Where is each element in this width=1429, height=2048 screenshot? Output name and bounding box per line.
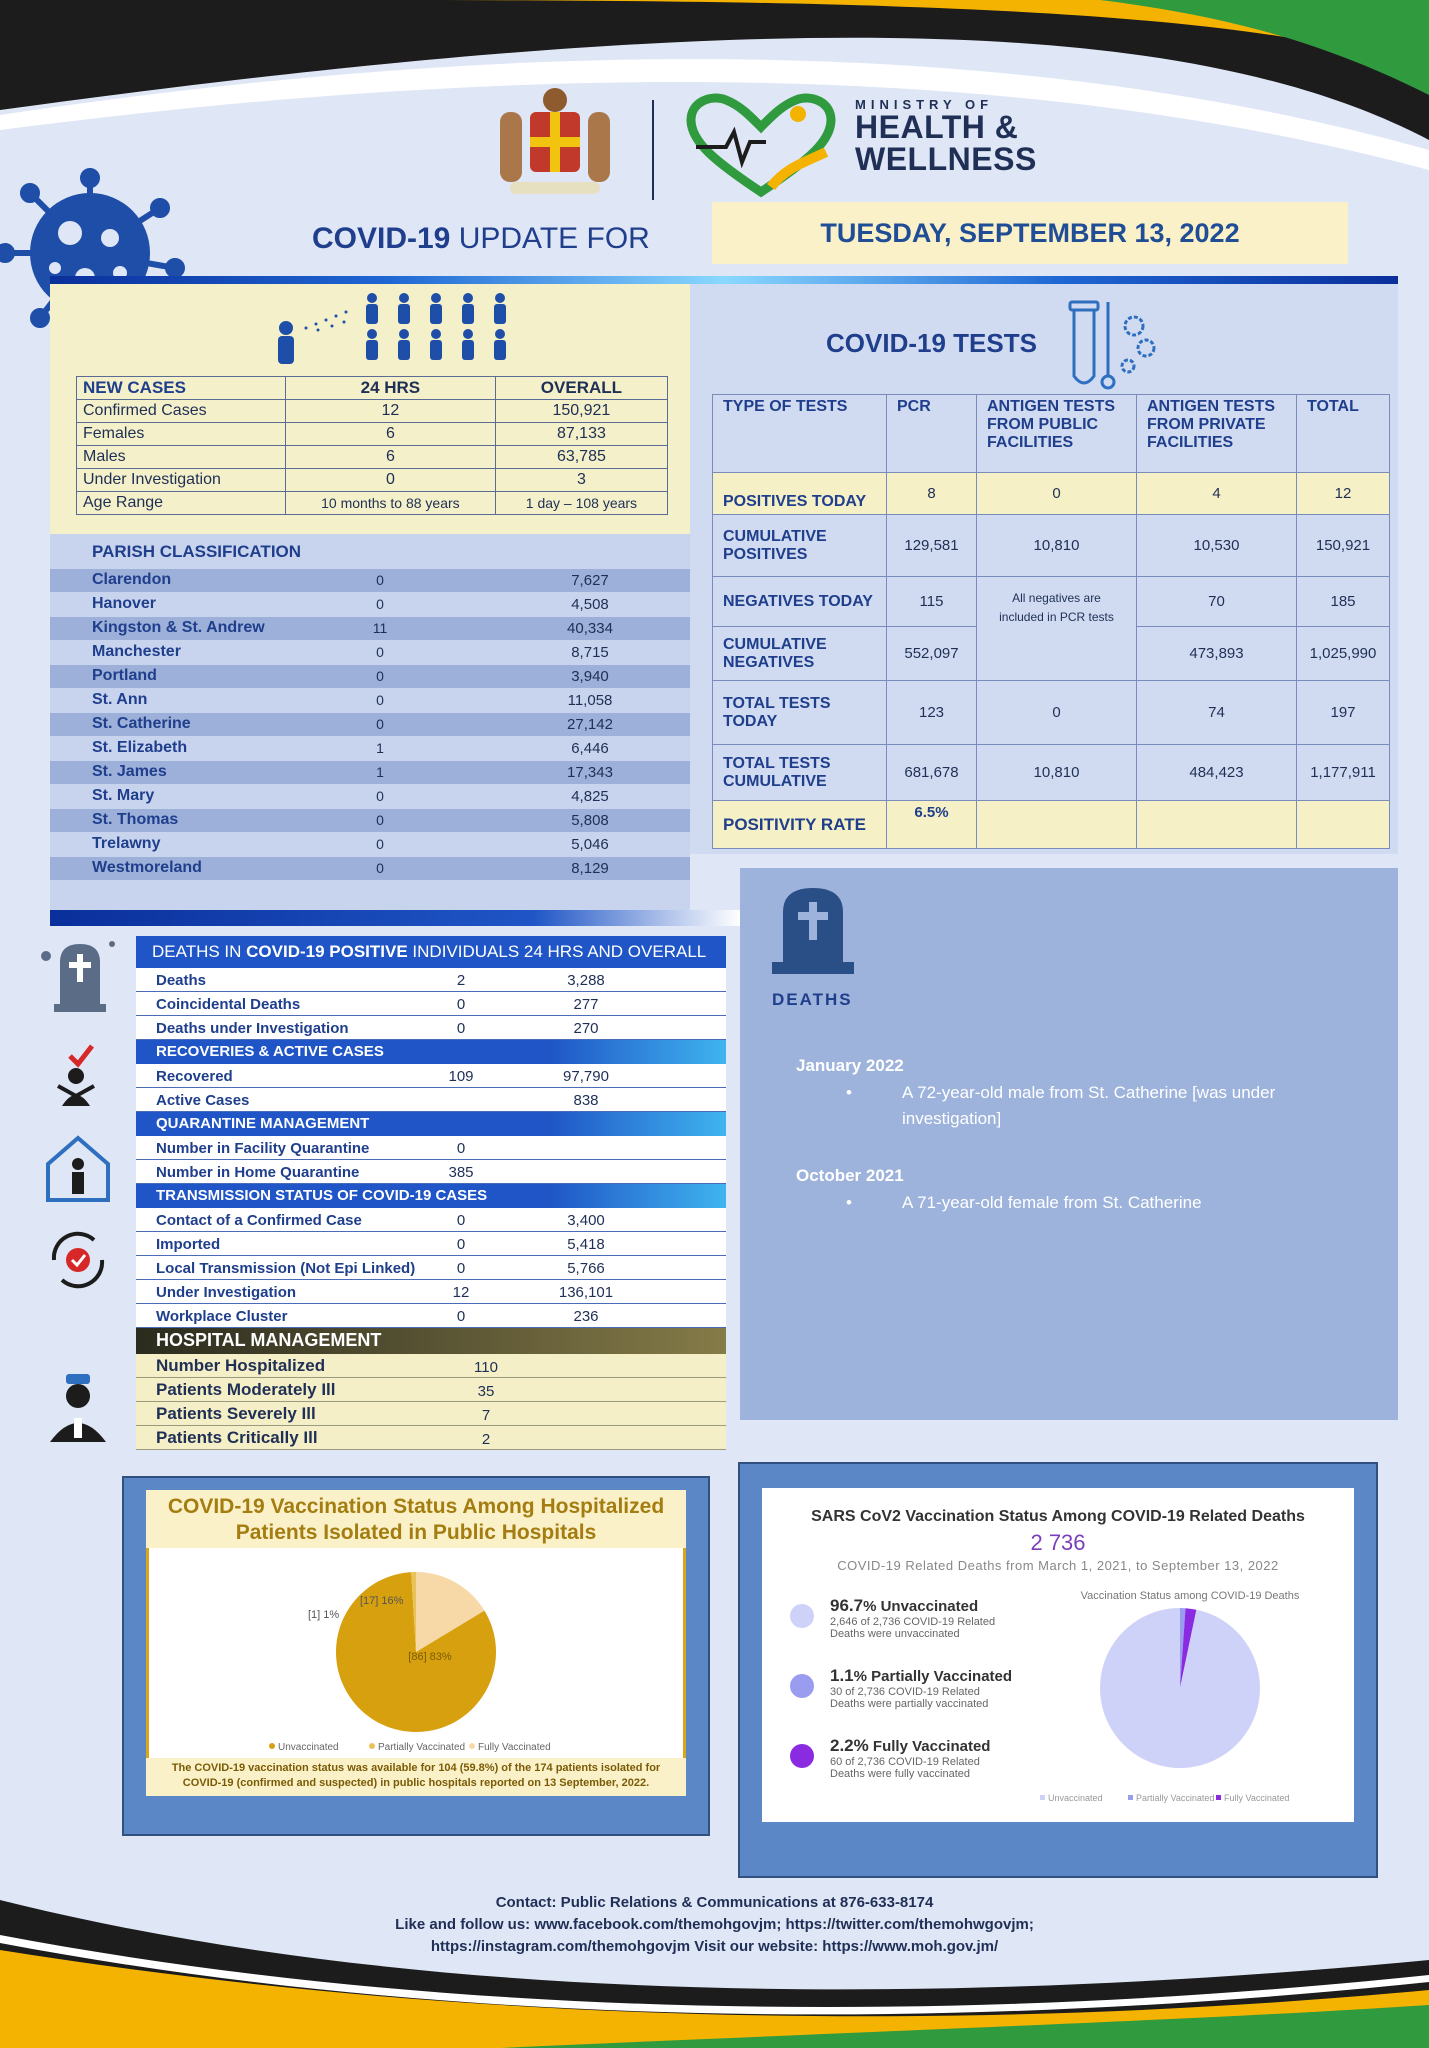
quarantine-title: QUARANTINE MANAGEMENT (136, 1112, 726, 1136)
stat-row (136, 1304, 726, 1328)
stat-24h: 0 (456, 1236, 466, 1253)
cases-label: Confirmed Cases (77, 400, 286, 423)
vax-status-pct: 96.7 (830, 1596, 864, 1615)
legend-swatch (469, 1743, 475, 1749)
stat-label: Active Cases (156, 1092, 250, 1109)
transmission-title-bold: COVID-19 CASES (362, 1187, 488, 1204)
tests-cell: 123 (887, 681, 977, 745)
tests-header-row (713, 395, 1390, 473)
hospital-value: 110 (474, 1359, 498, 1376)
transmission-title-pre: TRANSMISSION STATUS OF (156, 1187, 363, 1204)
deaths-head-post: INDIVIDUALS 24 HRS AND OVERALL (407, 942, 707, 961)
footer-social: Like and follow us: www.facebook.com/themohgovjm; https://twitter.com/themohwgovjm; (395, 1915, 1034, 1933)
vax-deaths-slice (1100, 1608, 1260, 1768)
parish-row (50, 593, 690, 616)
parish-name: Kingston & St. Andrew (92, 619, 265, 636)
update-prefix: COVID-19 (312, 222, 451, 255)
stat-label: Contact of a Confirmed Case (156, 1212, 362, 1229)
stat-label: Coincidental Deaths (156, 996, 301, 1013)
footer (0, 1892, 1429, 1957)
ministry-wordmark (855, 98, 1037, 175)
tests-header: PCR (887, 395, 977, 473)
parish-24h: 0 (376, 644, 384, 660)
cases-overall: 87,133 (495, 423, 667, 446)
stat-overall: 3,400 (567, 1212, 605, 1229)
home-quarantine-icon (40, 1130, 116, 1206)
stat-24h: 385 (448, 1164, 474, 1181)
legend-label: Partially Vaccinated (1136, 1793, 1215, 1803)
tests-row-label: TOTAL TESTS CUMULATIVE (713, 745, 887, 801)
stat-24h: 0 (456, 1020, 466, 1037)
parish-24h: 0 (376, 860, 384, 876)
stat-row (136, 1232, 726, 1256)
deaths-table-head (136, 936, 726, 968)
hospital-label: Patients Critically Ill (156, 1428, 318, 1447)
hospital-row (136, 1378, 726, 1402)
vax-status-heading (830, 1596, 978, 1616)
tests-cell: 150,921 (1297, 515, 1390, 577)
parish-row (50, 665, 690, 688)
test-tube-icon (1064, 296, 1164, 392)
stat-24h: 0 (456, 1140, 466, 1157)
cases-header-overall: OVERALL (495, 377, 667, 400)
parish-24h: 0 (376, 572, 384, 588)
vax-hosp-note: The COVID-19 vaccination status was available for 104 (59.8%) of the 174 patients isolated for COVID-19 (confirmed and suspected) in public hospitals reported on 13 September, 2022. (146, 1758, 686, 1796)
parish-24h: 1 (376, 764, 384, 780)
tests-row-label: CUMULATIVE NEGATIVES (713, 627, 887, 681)
tests-cell: 1,177,911 (1297, 745, 1390, 801)
parish-overall: 4,508 (571, 596, 609, 613)
slice-label: [86] 83% (408, 1651, 452, 1663)
stat-row (136, 1280, 726, 1304)
tests-row-label: NEGATIVES TODAY (713, 577, 887, 627)
parish-name: Westmoreland (92, 859, 202, 876)
legend-label: Fully Vaccinated (478, 1742, 551, 1753)
hospital-row (136, 1426, 726, 1450)
cases-row (77, 400, 668, 423)
stat-row (136, 1136, 726, 1160)
cases-24h: 6 (285, 423, 495, 446)
vax-status-pct: 2.2% (830, 1736, 869, 1755)
tests-row (713, 745, 1390, 801)
stat-label: Recovered (156, 1068, 233, 1085)
stat-overall: 5,766 (567, 1260, 605, 1277)
tests-row (713, 473, 1390, 515)
new-cases-table (76, 376, 668, 515)
vax-deaths-title: SARS CoV2 Vaccination Status Among COVID-19 Related Deaths (811, 1508, 1305, 1525)
stat-row (136, 1208, 726, 1232)
vax-status-detail: 60 of 2,736 COVID-19 Related (830, 1756, 980, 1768)
tests-row (713, 515, 1390, 577)
vax-deaths-chart-title: Vaccination Status among COVID-19 Deaths (1080, 1590, 1300, 1602)
legend-swatch (1040, 1795, 1045, 1800)
parish-name: St. Ann (92, 691, 148, 708)
cases-label: Males (77, 446, 286, 469)
parish-overall: 3,940 (571, 668, 609, 685)
tests-row-label: POSITIVITY RATE (713, 801, 887, 849)
tests-row-label: POSITIVES TODAY (713, 473, 887, 515)
stat-label: Workplace Cluster (156, 1308, 288, 1325)
cases-24h: 0 (285, 469, 495, 492)
stat-label: Number in Facility Quarantine (156, 1140, 370, 1157)
legend-label: Unvaccinated (1048, 1793, 1103, 1803)
stat-label: Under Investigation (156, 1284, 297, 1301)
cases-header-label: NEW CASES (77, 377, 286, 400)
hospital-label: Number Hospitalized (156, 1356, 326, 1375)
vax-hosp-title-2: Patients Isolated in Public Hospitals (235, 1521, 597, 1545)
legend-label: Unvaccinated (278, 1742, 339, 1753)
coat-of-arms-logo (490, 82, 620, 202)
vax-status-label: % Unvaccinated (863, 1598, 979, 1615)
death-entry: • A 72-year-old male from St. Catherine [was under investigation] (846, 1080, 1346, 1131)
transmission-cycle-icon (40, 1222, 116, 1298)
legend-swatch (369, 1743, 375, 1749)
parish-name: Trelawny (92, 835, 161, 852)
legend-label: Fully Vaccinated (1224, 1793, 1290, 1803)
parish-24h: 0 (376, 812, 384, 828)
vax-deaths-pie-chart (1040, 1602, 1340, 1808)
parish-row (50, 809, 690, 832)
stat-label: Deaths (156, 972, 207, 989)
parish-24h: 0 (376, 668, 384, 684)
vax-deaths-subtitle: COVID-19 Related Deaths from March 1, 2021, to September 13, 2022 (837, 1558, 1279, 1573)
stat-label: Imported (156, 1236, 221, 1253)
parish-name: Portland (92, 667, 157, 684)
stat-24h: 0 (456, 1212, 466, 1229)
deaths-head-bold: COVID-19 POSITIVE (246, 942, 408, 961)
tests-row-label: CUMULATIVE POSITIVES (713, 515, 887, 577)
stat-overall: 5,418 (567, 1236, 605, 1253)
vax-deaths-total: 2 736 (1030, 1530, 1086, 1555)
vax-status-detail: Deaths were fully vaccinated (830, 1768, 971, 1780)
parish-overall: 5,808 (571, 812, 609, 829)
tests-cell: 0 (977, 681, 1137, 745)
vax-status-label: % Partially Vaccinated (853, 1668, 1013, 1685)
stat-overall: 277 (573, 996, 599, 1013)
tests-header: ANTIGEN TESTS FROM PUBLIC FACILITIES (977, 395, 1137, 473)
parish-24h: 0 (376, 716, 384, 732)
parish-name: St. Mary (92, 787, 155, 804)
stat-24h: 0 (456, 996, 466, 1013)
report-date: TUESDAY, SEPTEMBER 13, 2022 (712, 202, 1348, 264)
stat-overall: 3,288 (567, 972, 605, 989)
stat-label: Deaths under Investigation (156, 1020, 349, 1037)
stat-label: Local Transmission (Not Epi Linked) (156, 1260, 416, 1277)
hospital-row (136, 1402, 726, 1426)
legend-swatch (1216, 1795, 1221, 1800)
update-title (312, 222, 650, 256)
doctor-icon (40, 1370, 116, 1446)
tests-title: COVID-19 TESTS (826, 328, 1037, 358)
death-month: October 2021 (796, 1166, 904, 1185)
tests-row (713, 577, 1390, 627)
cases-label: Females (77, 423, 286, 446)
tests-cell: 10,810 (977, 745, 1137, 801)
parish-overall: 5,046 (571, 836, 609, 853)
parish-name: St. Thomas (92, 811, 179, 828)
stat-overall: 838 (573, 1092, 599, 1109)
stat-24h: 2 (456, 972, 466, 989)
legend-label: Partially Vaccinated (378, 1742, 466, 1753)
recoveries-title: RECOVERIES & ACTIVE CASES (136, 1040, 726, 1064)
vax-status-heading (830, 1736, 990, 1756)
parish-row (50, 713, 690, 736)
ministry-small-text: MINISTRY OF (855, 97, 994, 112)
footer-website: https://instagram.com/themohgovjm Visit our website: https://www.moh.gov.jm/ (430, 1937, 999, 1955)
stat-row (136, 968, 726, 992)
stat-24h: 12 (452, 1284, 470, 1301)
tests-header: TYPE OF TESTS (713, 395, 887, 473)
deaths-summary-table (136, 936, 726, 1450)
status-dot (790, 1674, 814, 1698)
parish-title: PARISH CLASSIFICATION (92, 542, 302, 561)
cases-overall: 63,785 (495, 446, 667, 469)
ministry-line-1: HEALTH & (855, 109, 1019, 145)
deaths-head-pre: DEATHS IN (152, 942, 247, 961)
cases-24h: 10 months to 88 years (285, 492, 495, 515)
slice-label: [1] 1% (308, 1609, 340, 1621)
tests-cell: 473,893 (1137, 627, 1297, 681)
stat-overall: 270 (573, 1020, 599, 1037)
parish-overall: 6,446 (571, 740, 609, 757)
parish-24h: 0 (376, 836, 384, 852)
stat-overall: 136,101 (558, 1284, 614, 1301)
tombstone-icon (768, 882, 858, 978)
parish-name: St. Elizabeth (92, 739, 188, 756)
tests-cell: 12 (1297, 473, 1390, 515)
vax-status-heading (830, 1666, 1012, 1686)
footer-contact: Contact: Public Relations & Communications at 876-633-8174 (495, 1894, 934, 1911)
parish-overall: 7,627 (571, 572, 609, 589)
stat-overall: 236 (573, 1308, 599, 1325)
cases-row (77, 492, 668, 515)
tests-cell: 197 (1297, 681, 1390, 745)
tests-cell: 129,581 (887, 515, 977, 577)
cases-24h: 12 (285, 400, 495, 423)
vax-hosp-title (146, 1490, 686, 1548)
status-dot (790, 1604, 814, 1628)
hospital-row (136, 1354, 726, 1378)
tombstone-small-icon (40, 938, 116, 1014)
transmission-title (136, 1184, 726, 1208)
cases-label: Under Investigation (77, 469, 286, 492)
parish-overall: 11,058 (567, 692, 613, 709)
parish-overall: 8,129 (571, 860, 609, 877)
stat-24h: 109 (448, 1068, 474, 1085)
tests-cell: 0 (977, 473, 1137, 515)
tests-cell: 185 (1297, 577, 1390, 627)
tests-cell: 4 (1137, 473, 1297, 515)
hospital-label: Patients Moderately Ill (156, 1380, 336, 1399)
tests-header: ANTIGEN TESTS FROM PRIVATE FACILITIES (1137, 395, 1297, 473)
vax-status-label: Fully Vaccinated (868, 1738, 991, 1755)
slice-label: [17] 16% (360, 1595, 404, 1607)
parish-row (50, 641, 690, 664)
hospital-label: Patients Severely Ill (156, 1404, 316, 1423)
legend-swatch (1128, 1795, 1133, 1800)
stat-row (136, 1160, 726, 1184)
vax-status-pct: 1.1 (830, 1666, 854, 1685)
status-dot (790, 1744, 814, 1768)
stat-row (136, 1064, 726, 1088)
cases-label: Age Range (77, 492, 286, 515)
parish-overall: 4,825 (571, 788, 609, 805)
hospital-value: 2 (481, 1431, 491, 1448)
tests-row (713, 681, 1390, 745)
parish-row (50, 833, 690, 856)
cases-header-24h: 24 HRS (285, 377, 495, 400)
tests-cell: 10,530 (1137, 515, 1297, 577)
vax-status-detail: 2,646 of 2,736 COVID-19 Related (830, 1616, 996, 1628)
death-entry: • A 71-year-old female from St. Catherine (846, 1190, 1346, 1216)
tests-header: TOTAL (1297, 395, 1390, 473)
parish-overall: 27,142 (567, 716, 613, 733)
vax-status-detail: Deaths were partially vaccinated (830, 1698, 989, 1710)
hospital-value: 35 (477, 1383, 495, 1400)
tests-cell: 484,423 (1137, 745, 1297, 801)
cases-row (77, 423, 668, 446)
parish-name: St. Catherine (92, 715, 191, 732)
cases-overall: 3 (495, 469, 667, 492)
parish-24h: 0 (376, 596, 384, 612)
parish-24h: 1 (376, 740, 384, 756)
cases-overall: 150,921 (495, 400, 667, 423)
parish-24h: 0 (376, 788, 384, 804)
hospital-value: 7 (481, 1407, 491, 1424)
recovery-check-icon (40, 1040, 116, 1116)
vax-hosp-title-1: COVID-19 Vaccination Status Among Hospitalized (167, 1495, 665, 1518)
parish-row (50, 761, 690, 784)
tests-cell: 74 (1137, 681, 1297, 745)
negatives-note: All negatives are included in PCR tests (977, 577, 1137, 681)
header-divider (652, 100, 654, 200)
stat-overall: 97,790 (563, 1068, 609, 1085)
legend-swatch (269, 1743, 275, 1749)
people-spray-icon (266, 290, 526, 370)
cases-overall: 1 day – 108 years (495, 492, 667, 515)
cases-row (77, 446, 668, 469)
tests-cell: 10,810 (977, 515, 1137, 577)
parish-overall: 8,715 (571, 644, 609, 661)
stat-row (136, 1088, 726, 1112)
tests-row (713, 801, 1390, 849)
tests-table (712, 394, 1390, 849)
moh-heart-logo (686, 92, 836, 202)
tests-row-label: TOTAL TESTS TODAY (713, 681, 887, 745)
tests-cell: 115 (887, 577, 977, 627)
parish-row (50, 617, 690, 640)
cases-24h: 6 (285, 446, 495, 469)
tests-cell: 1,025,990 (1297, 627, 1390, 681)
parish-row (50, 569, 690, 592)
vax-status-detail: Deaths were unvaccinated (830, 1628, 960, 1640)
parish-overall: 40,334 (567, 620, 613, 637)
stat-row (136, 1016, 726, 1040)
stat-24h: 0 (456, 1260, 466, 1277)
parish-footer-bar (50, 910, 740, 926)
stat-row (136, 1256, 726, 1280)
parish-24h: 0 (376, 692, 384, 708)
vax-hosp-pie-chart (146, 1548, 686, 1758)
deaths-label: DEATHS (772, 990, 853, 1009)
header-bar (50, 276, 1398, 284)
tests-cell: 552,097 (887, 627, 977, 681)
parish-name: Manchester (92, 643, 181, 660)
stat-row (136, 992, 726, 1016)
tests-cell: 8 (887, 473, 977, 515)
ministry-line-2: WELLNESS (855, 141, 1037, 177)
parish-overall: 17,343 (567, 764, 613, 781)
parish-row (50, 785, 690, 808)
tests-cell: 681,678 (887, 745, 977, 801)
parish-24h: 11 (372, 620, 388, 636)
parish-name: St. James (92, 763, 167, 780)
cases-row (77, 469, 668, 492)
parish-row (50, 737, 690, 760)
hospital-title: HOSPITAL MANAGEMENT (136, 1328, 726, 1354)
stat-label: Number in Home Quarantine (156, 1164, 360, 1181)
update-suffix: UPDATE FOR (458, 222, 650, 255)
parish-row (50, 689, 690, 712)
death-month: January 2022 (796, 1056, 904, 1075)
stat-24h: 0 (456, 1308, 466, 1325)
vax-status-detail: 30 of 2,736 COVID-19 Related (830, 1686, 980, 1698)
tests-cell: 70 (1137, 577, 1297, 627)
parish-name: Clarendon (92, 571, 172, 588)
parish-name: Hanover (92, 595, 157, 612)
positivity-rate: 6.5% (887, 801, 977, 849)
parish-row (50, 857, 690, 880)
